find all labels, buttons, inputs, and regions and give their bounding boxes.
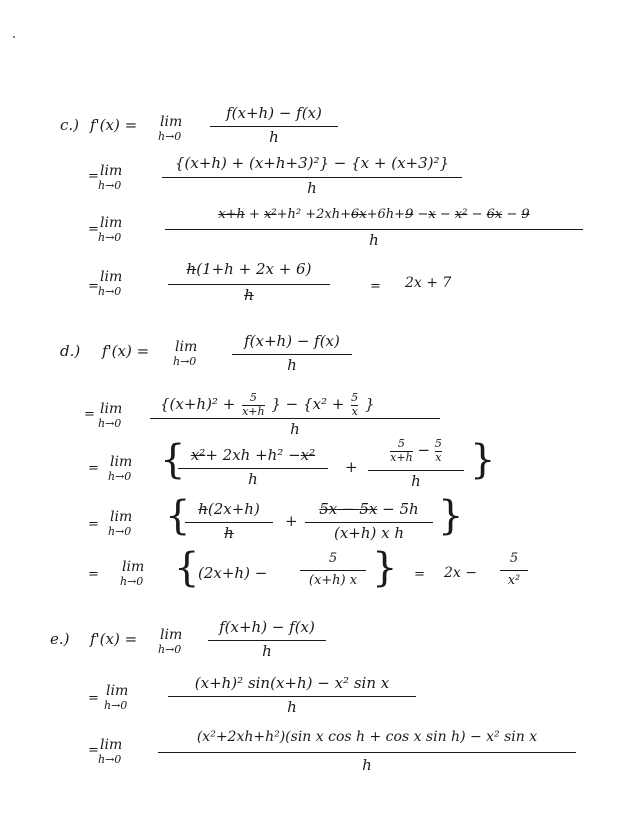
denominator: (x+h) x h [333, 524, 405, 542]
lim-text: lim [110, 509, 133, 525]
numerator [165, 208, 583, 221]
lim-text: lim [100, 269, 123, 285]
equals: = [88, 461, 99, 476]
plus: + [345, 458, 358, 476]
fraction-bar [150, 418, 440, 419]
term: − [413, 207, 429, 222]
open-brace: { [160, 437, 186, 483]
term-cancelled: h [186, 260, 197, 278]
fraction-bar [168, 696, 416, 697]
limit-c4 [98, 269, 123, 298]
fraction-bar [500, 570, 528, 571]
fraction-d5 [300, 552, 366, 592]
inner-numerator: 5 [242, 392, 265, 406]
numerator [305, 502, 433, 517]
limit-c1 [158, 114, 183, 143]
fraction-d2 [150, 384, 440, 440]
fraction-c4 [168, 262, 330, 306]
term-cancelled: − [337, 500, 360, 518]
open-brace: { [165, 493, 191, 539]
term: + 2xh +h² − [205, 446, 301, 464]
numerator: (x+h)² sin(x+h) − x² sin x [194, 674, 390, 692]
page-speck [13, 36, 15, 38]
inner-denominator: x [351, 404, 358, 418]
denominator: h [369, 231, 379, 249]
equals: = [88, 517, 99, 532]
lim-subscript: h→0 [120, 575, 144, 588]
numerator: $\frac{5}{x+h}$ − $\frac{5}{x}$ [390, 437, 442, 464]
term-cancelled: 6x [486, 207, 503, 222]
term: +h² +2xh+ [276, 207, 352, 222]
lim-text: lim [100, 737, 123, 753]
part-c-lhs: f'(x) = [90, 116, 138, 134]
fraction-bar [305, 522, 433, 523]
numerator [178, 448, 328, 463]
inner-denominator: x+h [390, 450, 413, 464]
limit-e1 [158, 627, 183, 656]
numerator: (x²+2xh+h²)(sin x cos h + cos x sin h) − x² sin x [196, 729, 538, 745]
equals: = [370, 279, 381, 294]
fraction-e2 [168, 676, 416, 718]
plus: + [285, 512, 298, 530]
result-d-term: 2x − [444, 565, 477, 581]
inner-fraction [390, 438, 413, 464]
fraction-bar [300, 570, 366, 571]
denominator: h [362, 756, 372, 774]
denominator: h [287, 698, 297, 716]
equals: = [84, 407, 95, 422]
term-cancelled: 6x [351, 207, 367, 222]
term: } [364, 395, 375, 414]
close-brace: } [372, 545, 398, 591]
limit-e3 [98, 737, 123, 766]
inner-denominator: x [435, 450, 442, 464]
equals: = [88, 743, 99, 758]
lim-text: lim [100, 215, 123, 231]
fraction-bar [158, 752, 576, 753]
lim-subscript: h→0 [108, 470, 132, 483]
lim-text: lim [110, 454, 133, 470]
fraction-bar [368, 470, 464, 471]
term-cancelled: x+h [218, 207, 245, 222]
term-cancelled: h [198, 500, 208, 518]
lim-subscript: h→0 [98, 179, 122, 192]
term-cancelled: 5x [359, 500, 378, 518]
fraction-d3b [368, 438, 464, 494]
equals: = [414, 567, 425, 582]
lim-subscript: h→0 [173, 355, 197, 368]
limit-d3 [108, 454, 133, 483]
fraction-bar [165, 229, 583, 230]
inner-fraction [435, 438, 442, 464]
numerator [185, 502, 273, 517]
d5-term: (2x+h) − [198, 564, 268, 582]
fraction-d4a [185, 502, 273, 544]
denominator: x² [507, 573, 521, 588]
fraction-c2 [162, 156, 462, 198]
denominator: h [269, 128, 279, 146]
term: − [435, 207, 455, 222]
inner-numerator: 5 [351, 391, 359, 404]
numerator [168, 262, 330, 277]
numerator: f(x+h) − f(x) [226, 104, 322, 122]
denominator: h [290, 420, 300, 438]
part-e-label: e.) [50, 630, 70, 648]
fraction-bar [185, 522, 273, 523]
lim-subscript: h→0 [108, 525, 132, 538]
fraction-d1 [232, 334, 352, 374]
inner-numerator: 5 [390, 438, 413, 452]
fraction-d4b [305, 502, 433, 544]
term: +6h+ [366, 207, 406, 222]
term: {(x+h)² + [160, 395, 236, 414]
fraction-d3a [178, 448, 328, 488]
term-cancelled: x² [454, 207, 468, 222]
lim-text: lim [122, 559, 145, 575]
limit-d2 [98, 401, 123, 430]
fraction-c3 [165, 208, 583, 250]
limit-d5 [120, 559, 145, 588]
inner-numerator: 5 [434, 437, 442, 450]
equals: = [88, 169, 99, 184]
lim-text: lim [160, 627, 183, 643]
fraction-bar [168, 284, 330, 285]
numerator: f(x+h) − f(x) [244, 332, 340, 350]
lim-text: lim [175, 339, 198, 355]
result-c: 2x + 7 [405, 275, 452, 291]
denominator: (x+h) x [308, 573, 358, 588]
lim-subscript: h→0 [98, 417, 122, 430]
fraction-c1 [210, 106, 338, 146]
term: } − {x² + [271, 395, 345, 414]
part-e-lhs: f'(x) = [90, 630, 138, 648]
lim-text: lim [100, 163, 123, 179]
term: − 5h [377, 500, 419, 518]
term-cancelled: 9 [405, 207, 414, 222]
limit-d1 [173, 339, 198, 368]
term-cancelled: 9 [521, 207, 530, 222]
term: − [502, 207, 522, 222]
lim-text: lim [160, 114, 183, 130]
fraction-result-d [500, 552, 528, 592]
part-d-lhs: f'(x) = [102, 342, 150, 360]
lim-subscript: h→0 [158, 130, 182, 143]
part-d-label: d.) [60, 342, 81, 360]
denominator: h [224, 524, 234, 542]
lim-subscript: h→0 [158, 643, 182, 656]
fraction-bar [232, 354, 352, 355]
term-cancelled: x² [190, 446, 206, 464]
term-cancelled: x² [300, 446, 316, 464]
denominator: h [307, 179, 317, 197]
lim-text: lim [106, 683, 129, 699]
numerator: 5 [509, 551, 519, 566]
limit-c2 [98, 163, 123, 192]
close-brace: } [470, 437, 496, 483]
equals: = [88, 279, 99, 294]
limit-d4 [108, 509, 133, 538]
limit-c3 [98, 215, 123, 244]
inner-denominator: x+h [242, 404, 265, 418]
equals: = [88, 222, 99, 237]
lim-text: lim [100, 401, 123, 417]
limit-e2 [104, 683, 129, 712]
denominator: h [262, 642, 272, 660]
equals: = [88, 567, 99, 582]
term-cancelled: x [428, 207, 436, 222]
lim-subscript: h→0 [98, 285, 122, 298]
fraction-bar [162, 177, 462, 178]
inner-fraction [351, 392, 358, 418]
term: (1+h + 2x + 6) [196, 260, 312, 278]
part-c-label: c.) [60, 116, 80, 134]
close-brace: } [438, 493, 464, 539]
term: − [467, 207, 487, 222]
denominator: h [287, 356, 297, 374]
fraction-bar [208, 640, 326, 641]
denominator: h [411, 472, 421, 490]
term-cancelled: 5x [319, 500, 338, 518]
numerator: f(x+h) − f(x) [219, 618, 315, 636]
denominator: h [244, 286, 254, 304]
numerator: 5 [328, 551, 338, 566]
numerator [160, 392, 375, 418]
term: (2x+h) [207, 500, 260, 518]
fraction-e1 [208, 620, 326, 660]
fraction-bar [178, 468, 328, 469]
denominator: h [248, 470, 258, 488]
lim-subscript: h→0 [104, 699, 128, 712]
term: + [244, 207, 265, 222]
equals: = [88, 691, 99, 706]
numerator: {(x+h) + (x+h+3)²} − {x + (x+3)²} [174, 154, 450, 172]
open-brace: { [174, 545, 200, 591]
lim-subscript: h→0 [98, 231, 122, 244]
lim-subscript: h→0 [98, 753, 122, 766]
inner-fraction [242, 392, 265, 418]
term-cancelled: x² [264, 207, 277, 222]
fraction-bar [210, 126, 338, 127]
fraction-e3 [158, 730, 576, 776]
